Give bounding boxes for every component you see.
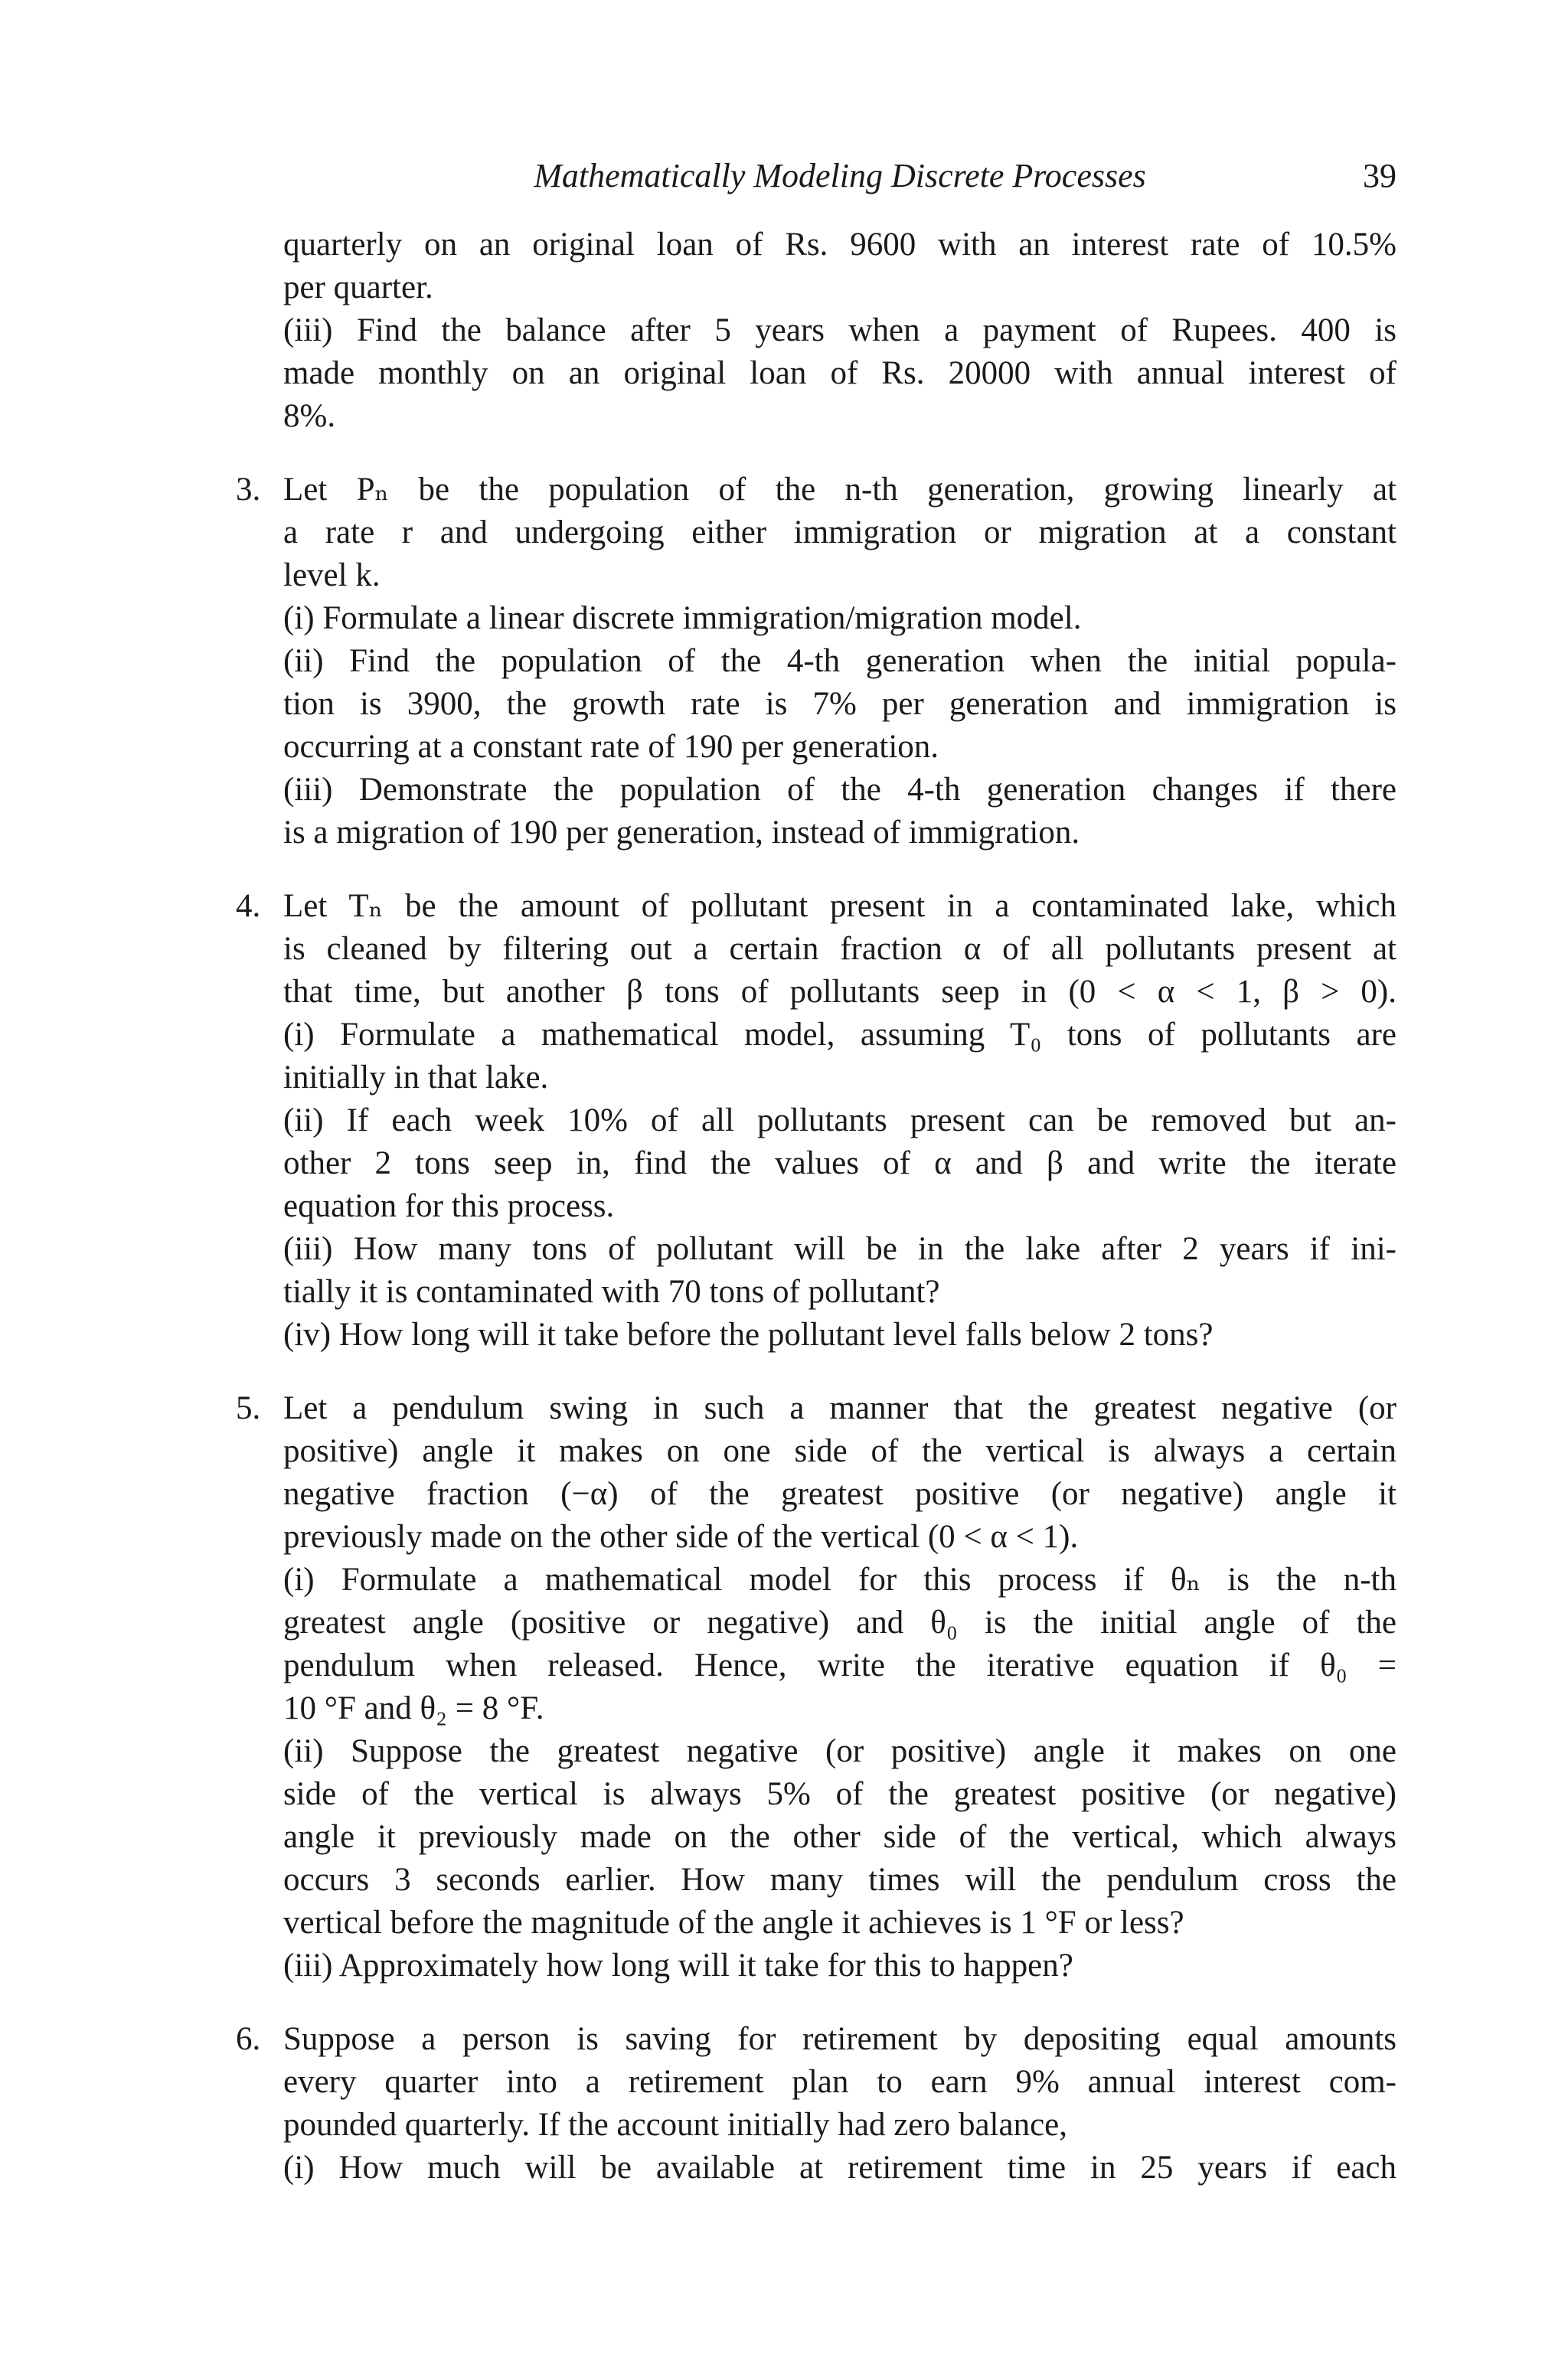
text-line: pounded quarterly. If the account initially had zero balance, [283, 2107, 1068, 2143]
text-line: greatest angle (positive or negative) and θ₀ is the initial angle of the [283, 1605, 1396, 1641]
page-number: 39 [1363, 157, 1396, 194]
text-line: previously made on the other side of the vertical (0 < α < 1). [283, 1519, 1079, 1555]
exercise-3 [236, 469, 1396, 854]
text-line: (iii) Approximately how long will it take for this to happen? [283, 1948, 1073, 1984]
continued-exercise-text [283, 224, 1396, 438]
text-line: every quarter into a retirement plan to earn 9% annual interest com- [283, 2064, 1396, 2100]
text-line: is cleaned by filtering out a certain fraction α of all pollutants present at [283, 931, 1396, 967]
text-line: tially it is contaminated with 70 tons of pollutant? [283, 1274, 940, 1310]
text-line: is a migration of 190 per generation, instead of immigration. [283, 815, 1080, 851]
text-line: pendulum when released. Hence, write the iterative equation if θ₀ = [283, 1647, 1396, 1683]
text-line: occurring at a constant rate of 190 per generation. [283, 729, 939, 765]
exercise-number: 3. [236, 472, 261, 508]
page-body [236, 224, 1396, 2220]
text-line: that time, but another β tons of pollutants seep in (0 < α < 1, β > 0). [283, 974, 1396, 1010]
text-line: equation for this process. [283, 1188, 615, 1224]
text-line: other 2 tons seep in, find the values of α and β and write the iterate [283, 1145, 1396, 1181]
text-line: a rate r and undergoing either immigration or migration at a constant [283, 514, 1396, 550]
text-line: (iii) Demonstrate the population of the 4-th generation changes if there [283, 772, 1396, 808]
text-line: tion is 3900, the growth rate is 7% per generation and immigration is [283, 686, 1396, 722]
running-title: Mathematically Modeling Discrete Processes [534, 157, 1146, 194]
text-line: (iv) How long will it take before the pollutant level falls below 2 tons? [283, 1317, 1214, 1353]
text-line: (ii) If each week 10% of all pollutants present can be removed but an- [283, 1102, 1396, 1138]
text-line: (i) How much will be available at retirement time in 25 years if each [283, 2150, 1396, 2186]
text-line: negative fraction (−α) of the greatest positive (or negative) angle it [283, 1476, 1396, 1512]
exercise-number: 5. [236, 1390, 261, 1426]
text-line: occurs 3 seconds earlier. How many times will the pendulum cross the [283, 1862, 1396, 1898]
exercise-6 [236, 2018, 1396, 2190]
text-line: angle it previously made on the other side of the vertical, which always [283, 1819, 1396, 1855]
text-line: level k. [283, 557, 381, 593]
text-line: Let a pendulum swing in such a manner that the greatest negative (or [283, 1390, 1396, 1426]
text-line: (i) Formulate a mathematical model, assuming T₀ tons of pollutants are [283, 1017, 1396, 1053]
text-line: (i) Formulate a mathematical model for this process if θₙ is the n-th [283, 1562, 1396, 1598]
exercise-number: 6. [236, 2021, 261, 2057]
text-line: 8%. [283, 398, 336, 434]
text-line: made monthly on an original loan of Rs. 20000 with annual interest of [283, 355, 1396, 391]
text-line: per quarter. [283, 269, 433, 305]
text-line: positive) angle it makes on one side of the vertical is always a certain [283, 1433, 1396, 1469]
text-line: initially in that lake. [283, 1060, 549, 1096]
text-line: (ii) Find the population of the 4-th generation when the initial popula- [283, 643, 1396, 679]
text-line: (ii) Suppose the greatest negative (or positive) angle it makes on one [283, 1733, 1396, 1769]
text-line: side of the vertical is always 5% of the greatest positive (or negative) [283, 1776, 1396, 1812]
text-line: 10 °F and θ₂ = 8 °F. [283, 1690, 544, 1726]
text-line: Let Tₙ be the amount of pollutant present in a contaminated lake, which [283, 888, 1396, 924]
text-line: (i) Formulate a linear discrete immigration/migration model. [283, 600, 1082, 636]
exercise-5 [236, 1387, 1396, 1987]
text-line: (iii) Find the balance after 5 years when a payment of Rupees. 400 is [283, 312, 1396, 348]
text-line: Let Pₙ be the population of the n-th generation, growing linearly at [283, 472, 1396, 508]
text-line: vertical before the magnitude of the angle it achieves is 1 °F or less? [283, 1905, 1184, 1941]
exercise-number: 4. [236, 888, 261, 924]
text-line: Suppose a person is saving for retirement by depositing equal amounts [283, 2021, 1396, 2057]
exercise-4 [236, 885, 1396, 1357]
text-line: quarterly on an original loan of Rs. 9600 with an interest rate of 10.5% [283, 227, 1396, 263]
page-header [283, 153, 1396, 199]
text-line: (iii) How many tons of pollutant will be in the lake after 2 years if ini- [283, 1231, 1396, 1267]
